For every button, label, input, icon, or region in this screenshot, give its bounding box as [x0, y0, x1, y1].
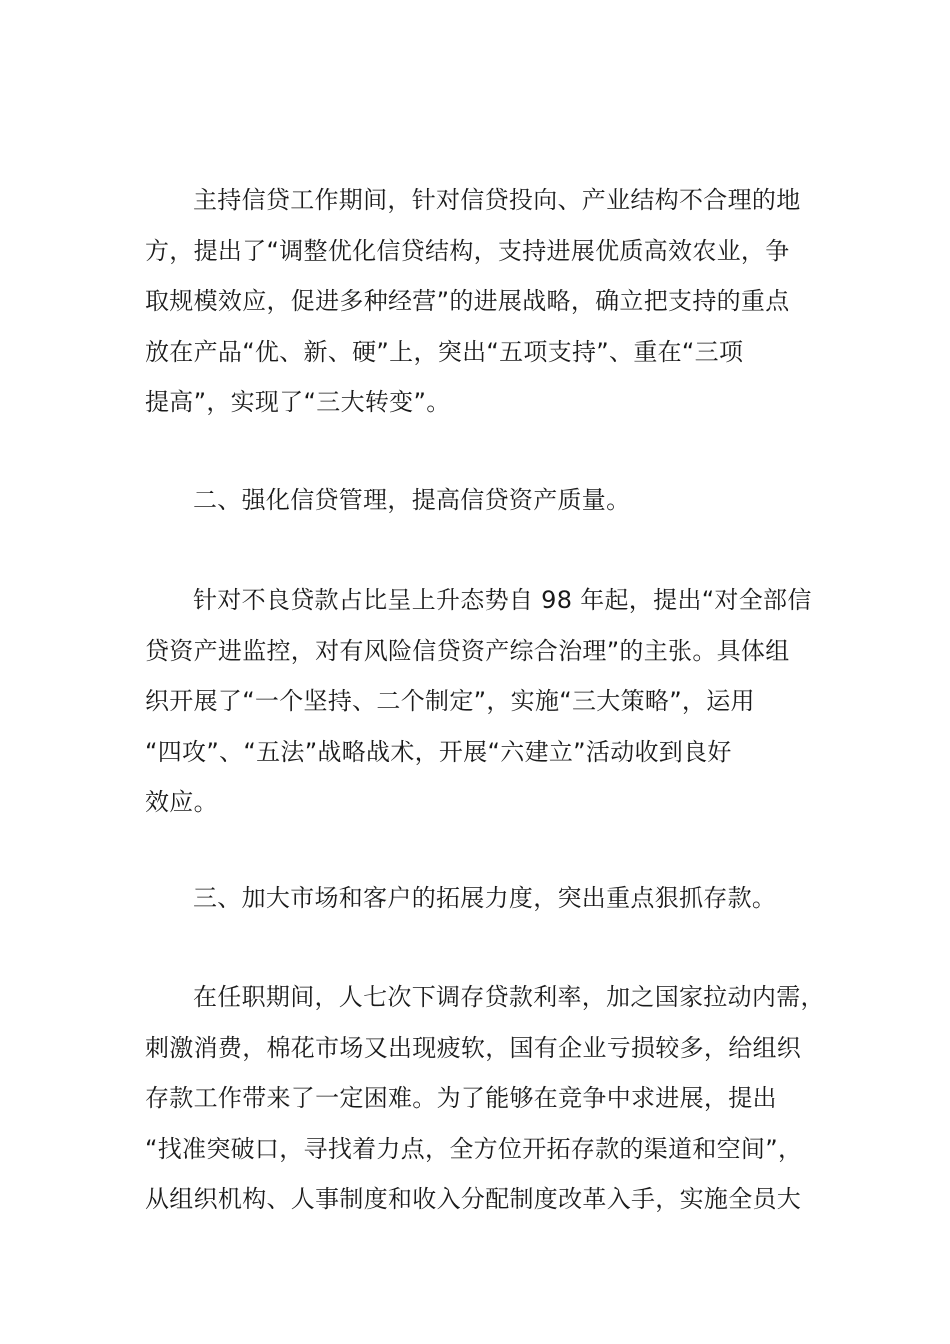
heading-text: 二、强化信贷管理，提高信贷资产质量。	[193, 486, 631, 514]
section-heading-2	[145, 475, 835, 526]
text-line: 在任职期间，人七次下调存贷款利率，加之国家拉动内需，	[193, 983, 825, 1011]
text-line: 取规模效应，促进多种经营”的进展战略，确立把支持的重点	[145, 287, 790, 315]
paragraph-credit-work	[145, 175, 835, 428]
paragraph-deposits	[145, 972, 835, 1225]
text-line: 从组织机构、人事制度和收入分配制度改革入手，实施全员大	[145, 1185, 802, 1213]
text-line: 效应。	[145, 788, 218, 816]
paragraph-bad-loans	[145, 575, 835, 828]
text-line: 存款工作带来了一定困难。为了能够在竞争中求进展，提出	[145, 1084, 777, 1112]
text-line: 提高”，实现了“三大转变”。	[145, 388, 451, 416]
heading-text: 三、加大市场和客户的拓展力度，突出重点狠抓存款。	[193, 884, 777, 912]
text-line: 主持信贷工作期间，针对信贷投向、产业结构不合理的地	[193, 186, 801, 214]
text-line: 针对不良贷款占比呈上升态势自 98 年起，提出“对全部信	[193, 586, 812, 614]
text-line: 刺激消费，棉花市场又出现疲软，国有企业亏损较多，给组织	[145, 1033, 802, 1062]
text-line: 贷资产进监控，对有风险信贷资产综合治理”的主张。具体组	[145, 636, 790, 665]
text-line: 织开展了“一个坚持、二个制定”，实施“三大策略”，运用	[145, 687, 755, 715]
text-line: “找准突破口，寻找着力点，全方位开拓存款的渠道和空间”，	[145, 1134, 803, 1163]
text-line: 方，提出了“调整优化信贷结构，支持进展优质高效农业，争	[145, 236, 790, 265]
section-heading-3	[145, 873, 835, 924]
text-line: 放在产品“优、新、硬”上，突出“五项支持”、重在“三项	[145, 337, 744, 366]
text-line: “四攻”、“五法”战略战术，开展“六建立”活动收到良好	[145, 737, 732, 766]
